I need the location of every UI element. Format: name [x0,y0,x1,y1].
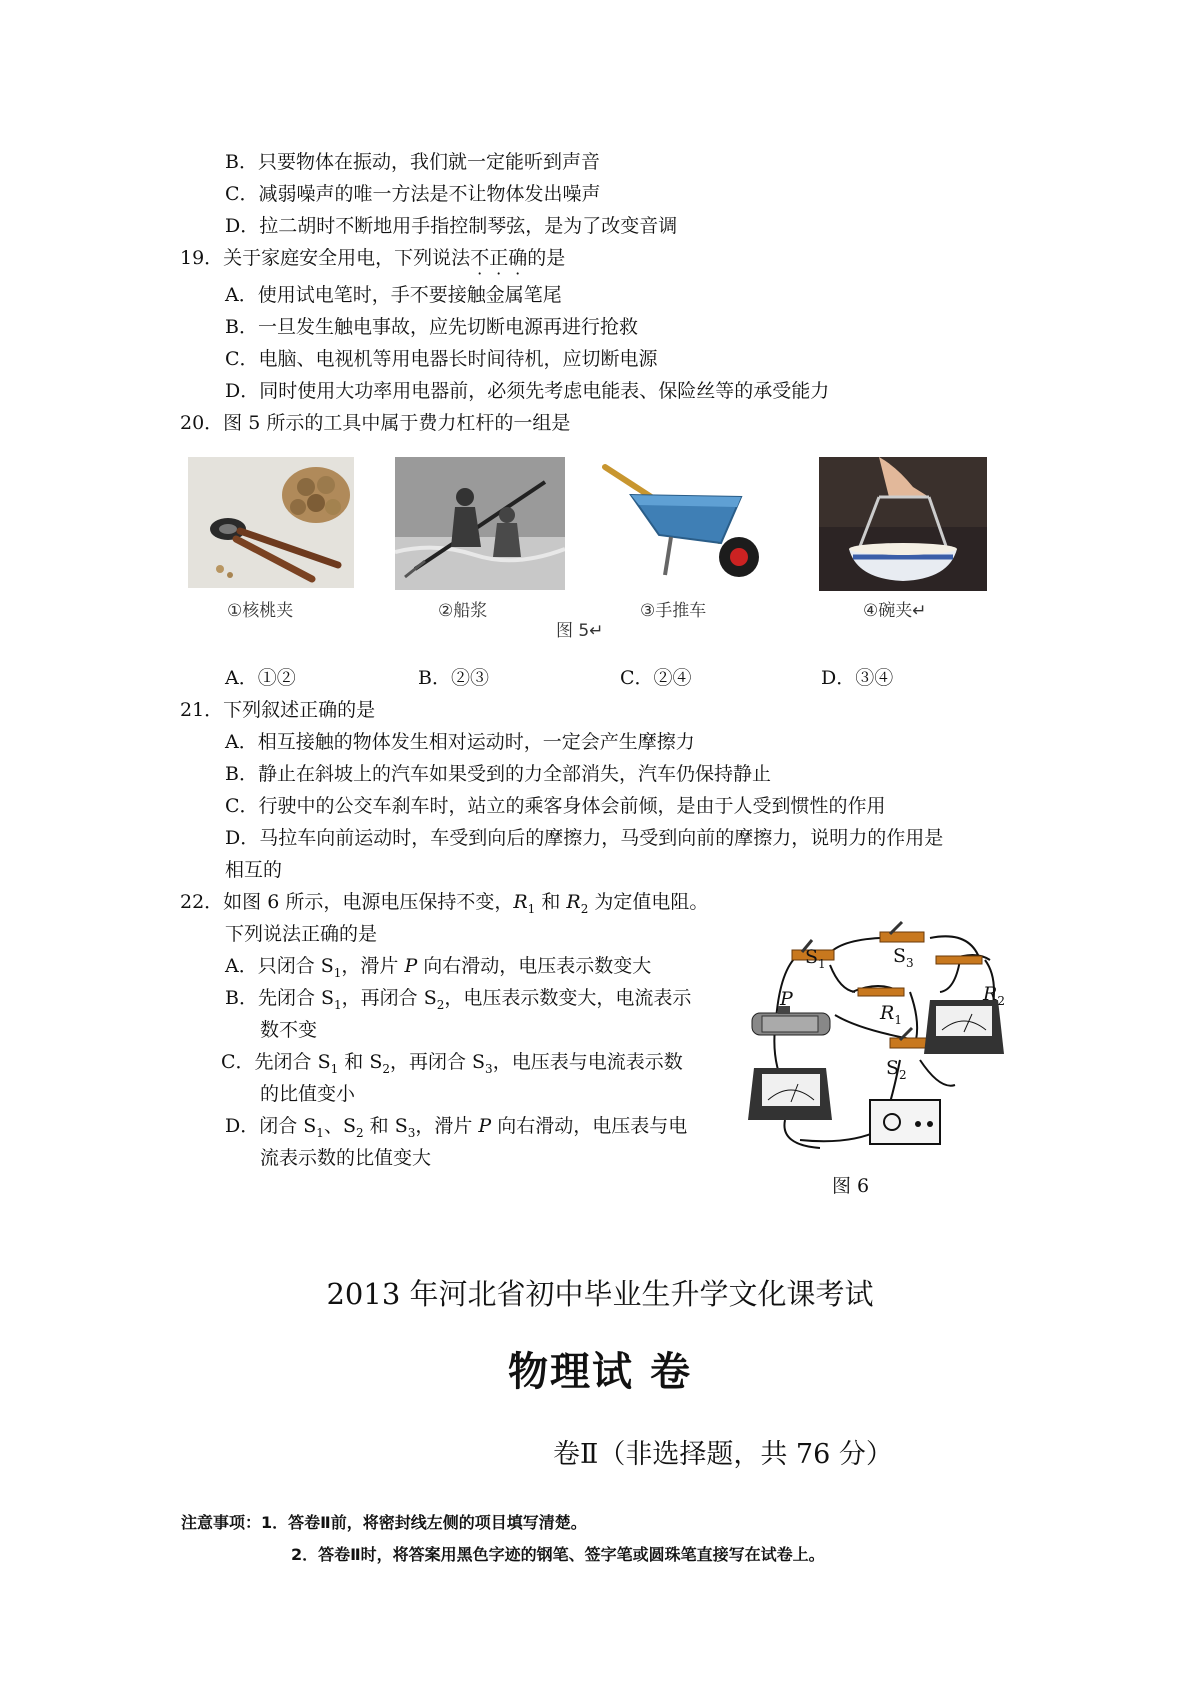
subject-title: 物理试 卷 [508,1349,692,1395]
q21-option-d-cont: 相互的 [225,859,283,881]
exam-title: 2013 年河北省初中毕业生升学文化课考试 [326,1277,874,1311]
q19-option-a: A．使用试电笔时，手不要接触金属笔尾 [225,284,562,306]
fig5-caption-3: ③手推车 [640,601,707,621]
q22-option-c-cont: 的比值变小 [260,1083,356,1105]
q19-option-d: D．同时使用大功率用电器前，必须先考虑电能表、保险丝等的承受能力 [225,380,830,402]
notes-line-1: 注意事项：1．答卷Ⅱ前，将密封线左侧的项目填写清楚。 [181,1513,587,1532]
q20-option-a: A．①② [225,667,296,689]
q20-option-d: D．③④ [821,667,894,689]
q21-option-a: A．相互接触的物体发生相对运动时，一定会产生摩擦力 [225,731,695,753]
bowl-clip-image [819,457,987,591]
q20-option-c: C．②④ [620,667,692,689]
q22-stem-2: 下列说法正确的是 [225,923,378,945]
wheelbarrow-image [601,457,765,592]
label-s2: $S_2$ [886,1057,907,1082]
boat-paddle-image [395,457,565,590]
label-p: P [780,988,793,1010]
q18-option-c: C．减弱噪声的唯一方法是不让物体发出噪声 [225,183,601,205]
label-s3: $S_3$ [893,945,914,970]
q18-option-d: D．拉二胡时不断地用手指控制琴弦，是为了改变音调 [225,215,678,237]
part-title: 卷Ⅱ（非选择题，共 76 分） [553,1439,893,1470]
label-r2: $R_2$ [983,983,1005,1008]
q19-option-b: B．一旦发生触电事故，应先切断电源再进行抢救 [225,316,638,338]
label-s1: $S_1$ [805,946,826,971]
q22-option-b-cont: 数不变 [260,1019,318,1041]
label-r1: $R_1$ [880,1002,902,1027]
q21-option-d: D．马拉车向前运动时，车受到向后的摩擦力，马受到向前的摩擦力，说明力的作用是 [225,827,944,849]
fig5-caption-4: ④碗夹↵ [863,601,927,621]
q20-option-b: B．②③ [418,667,489,689]
q21-option-b: B．静止在斜坡上的汽车如果受到的力全部消失，汽车仍保持静止 [225,763,771,785]
notes-line-2: 2．答卷Ⅱ时，将答案用黑色字迹的钢笔、签字笔或圆珠笔直接写在试卷上。 [291,1545,825,1564]
q22-option-c: C．先闭合 $S_1$ 和 $S_2$，再闭合 $S_3$，电压表与电流表示数 [221,1051,683,1076]
fig5-label: 图 5↵ [556,621,604,641]
circuit-diagram [740,910,1030,1165]
q21-stem: 21．下列叙述正确的是 [180,699,376,721]
q22-option-b: B．先闭合 $S_1$，再闭合 $S_2$，电压表示数变大，电流表示 [225,987,692,1012]
q22-option-d-cont: 流表示数的比值变大 [260,1147,432,1169]
walnut-cracker-image [188,457,354,588]
q22-stem: 22．如图 6 所示，电源电压保持不变，$R_1$ 和 $R_2$ 为定值电阻。 [180,891,709,916]
q19-stem: 19．关于家庭安全用电，下列说法不正确的是 [180,247,566,269]
q22-option-d: D．闭合 $S_1$、$S_2$ 和 $S_3$，滑片 P 向右滑动，电压表与电 [225,1115,688,1140]
fig6-caption: 图 6 [832,1175,870,1197]
q18-option-b: B．只要物体在振动，我们就一定能听到声音 [225,151,600,173]
fig5-caption-1: ①核桃夹 [227,601,294,621]
q20-stem: 20．图 5 所示的工具中属于费力杠杆的一组是 [180,412,571,434]
fig5-caption-2: ②船浆 [438,601,488,621]
q22-option-a: A．只闭合 $S_1$，滑片 P 向右滑动，电压表示数变大 [225,955,652,980]
q21-option-c: C．行驶中的公交车刹车时，站立的乘客身体会前倾，是由于人受到惯性的作用 [225,795,886,817]
q19-option-c: C．电脑、电视机等用电器长时间待机，应切断电源 [225,348,658,370]
